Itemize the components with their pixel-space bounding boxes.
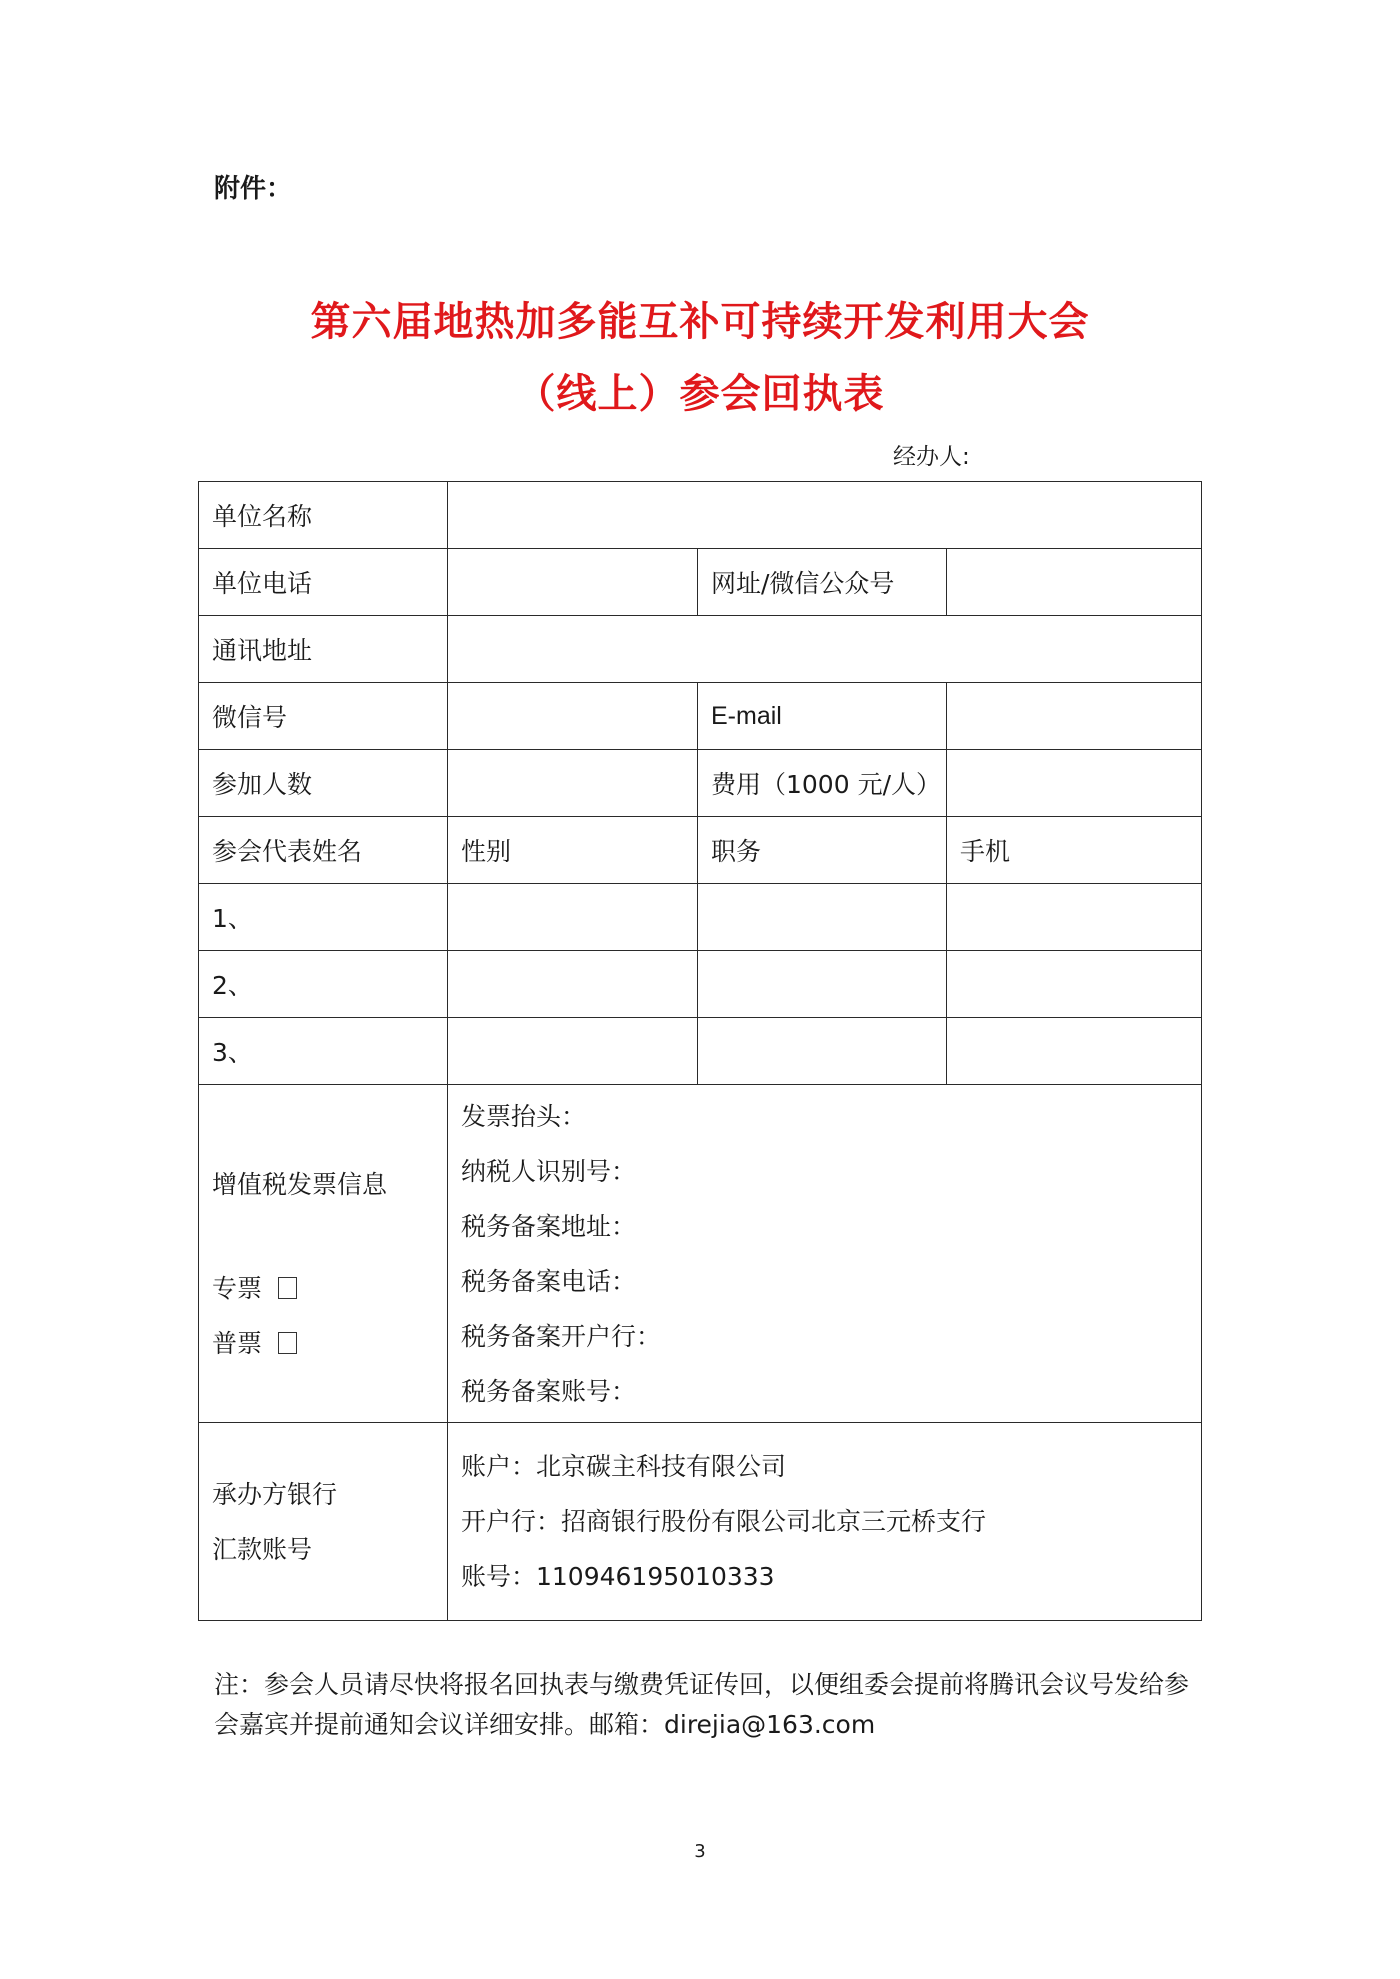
header-position: 职务 bbox=[698, 817, 947, 884]
label-org-name: 单位名称 bbox=[199, 482, 448, 549]
row-bank bbox=[199, 1423, 1202, 1621]
input-org-name[interactable] bbox=[448, 482, 1202, 549]
label-wechat-id: 微信号 bbox=[199, 683, 448, 750]
checkbox-icon[interactable] bbox=[278, 1277, 297, 1299]
invoice-field: 发票抬头： bbox=[461, 1101, 587, 1131]
input-position[interactable] bbox=[698, 951, 947, 1018]
input-website-wechat[interactable] bbox=[947, 549, 1202, 616]
input-email[interactable] bbox=[947, 683, 1202, 750]
handler-label: 经办人: bbox=[893, 444, 970, 470]
registration-form-table bbox=[198, 481, 1202, 1621]
input-mobile[interactable] bbox=[947, 1018, 1202, 1085]
row-invoice bbox=[199, 1085, 1202, 1423]
bank-label-cell bbox=[199, 1423, 448, 1621]
invoice-field: 税务备案地址： bbox=[461, 1211, 637, 1241]
invoice-field: 税务备案电话： bbox=[461, 1266, 637, 1296]
row-wechat-email bbox=[199, 683, 1202, 750]
attendee-row bbox=[199, 1018, 1202, 1085]
input-position[interactable] bbox=[698, 1018, 947, 1085]
label-address: 通讯地址 bbox=[199, 616, 448, 683]
invoice-normal-label: 普票 bbox=[212, 1329, 263, 1358]
header-name: 参会代表姓名 bbox=[199, 817, 448, 884]
row-attendee-header bbox=[199, 817, 1202, 884]
input-address[interactable] bbox=[448, 616, 1202, 683]
input-org-phone[interactable] bbox=[448, 549, 698, 616]
input-gender[interactable] bbox=[448, 1018, 698, 1085]
input-attendees-count[interactable] bbox=[448, 750, 698, 817]
input-gender[interactable] bbox=[448, 951, 698, 1018]
bank-label-line2: 汇款账号 bbox=[212, 1534, 313, 1564]
bank-account-name: 账户：北京碳主科技有限公司 bbox=[461, 1452, 787, 1481]
invoice-field: 税务备案账号： bbox=[461, 1376, 637, 1406]
invoice-fields-cell[interactable] bbox=[448, 1085, 1202, 1423]
invoice-special-option[interactable] bbox=[212, 1269, 297, 1305]
row-org-phone bbox=[199, 549, 1202, 616]
label-email: E-mail bbox=[698, 683, 947, 750]
attendee-row bbox=[199, 884, 1202, 951]
attendee-index: 1、 bbox=[199, 884, 448, 951]
row-org-name bbox=[199, 482, 1202, 549]
input-mobile[interactable] bbox=[947, 884, 1202, 951]
input-wechat-id[interactable] bbox=[448, 683, 698, 750]
row-count-fee bbox=[199, 750, 1202, 817]
document-subtitle: （线上）参会回执表 bbox=[515, 371, 885, 417]
invoice-field: 税务备案开户行： bbox=[461, 1321, 662, 1351]
checkbox-icon[interactable] bbox=[278, 1332, 297, 1354]
header-mobile: 手机 bbox=[947, 817, 1202, 884]
attendee-row bbox=[199, 951, 1202, 1018]
attendee-index: 2、 bbox=[199, 951, 448, 1018]
invoice-label: 增值税发票信息 bbox=[212, 1170, 388, 1199]
bank-label-line1: 承办方银行 bbox=[212, 1479, 338, 1509]
label-fee: 费用（1000 元/人） bbox=[698, 750, 947, 817]
label-website-wechat: 网址/微信公众号 bbox=[698, 549, 947, 616]
label-attendees-count: 参加人数 bbox=[199, 750, 448, 817]
invoice-normal-option[interactable] bbox=[212, 1324, 297, 1360]
input-position[interactable] bbox=[698, 884, 947, 951]
invoice-field: 纳税人识别号： bbox=[461, 1156, 637, 1186]
input-fee[interactable] bbox=[947, 750, 1202, 817]
bank-account-number: 账号：110946195010333 bbox=[461, 1562, 775, 1591]
input-gender[interactable] bbox=[448, 884, 698, 951]
attachment-label: 附件： bbox=[214, 174, 293, 204]
bank-info-cell bbox=[448, 1423, 1202, 1621]
invoice-label-cell bbox=[199, 1085, 448, 1423]
input-mobile[interactable] bbox=[947, 951, 1202, 1018]
row-address bbox=[199, 616, 1202, 683]
invoice-special-label: 专票 bbox=[212, 1274, 263, 1303]
attendee-index: 3、 bbox=[199, 1018, 448, 1085]
header-gender: 性别 bbox=[448, 817, 698, 884]
document-title: 第六届地热加多能互补可持续开发利用大会 bbox=[310, 299, 1090, 345]
label-org-phone: 单位电话 bbox=[199, 549, 448, 616]
footnote: 注：参会人员请尽快将报名回执表与缴费凭证传回，以便组委会提前将腾讯会议号发给参会嘉宾并提前通知会议详细安排。邮箱：direjia@163.com bbox=[214, 1670, 1190, 1739]
bank-name: 开户行：招商银行股份有限公司北京三元桥支行 bbox=[461, 1507, 987, 1536]
page-number: 3 bbox=[694, 1841, 706, 1862]
